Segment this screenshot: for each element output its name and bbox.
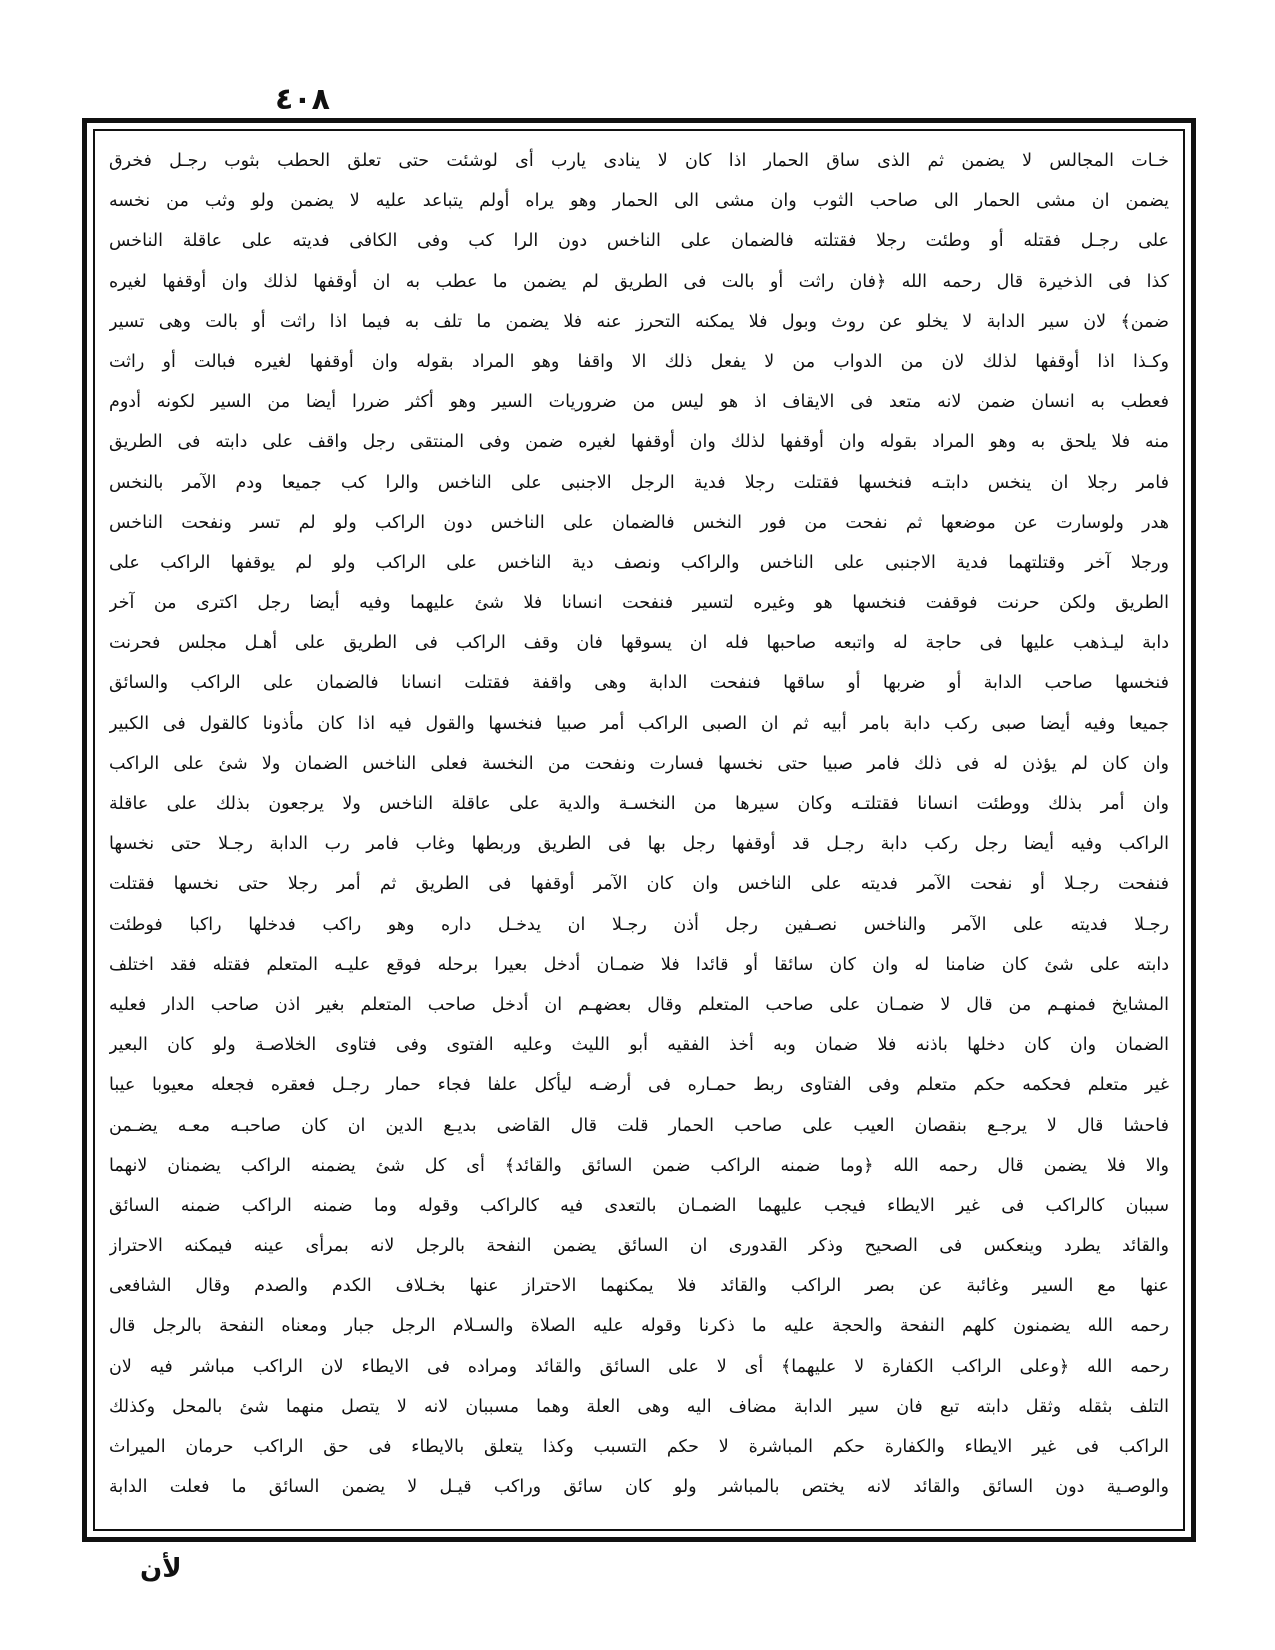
- text-line: غير متعلم فحكمه حكم متعلم وفى الفتاوى ربط حمـاره فى أرضـه ليأكل علفا فجاء حمار رجـل فعقره فجعله معيوبا عيبا: [109, 1075, 1169, 1096]
- text-line: يضمن ان مشى الحمار الى صاحب الثوب وان مشى الى الحمار وهو يراه أولم يتباعد عليه لا يضمن ولو وثب من نخسه: [109, 191, 1169, 212]
- text-line: فامر رجلا ان ينخس دابتـه فنخسها فقتلت رجلا فدية الرجل الاجنبى على الناخس والرا كب جميعا ودم الآمر بالنخس: [109, 472, 1169, 493]
- text-line: وكـذا اذا أوقفها لذلك لان من الدواب من لا يفعل ذلك الا واقفا وهو المراد بقوله وان أوقفها لغيره فبالت أو راثت: [109, 351, 1169, 372]
- text-line: فنخسها صاحب الدابة أو ضربها أو ساقها فنفحت الدابة وهى واقفة فقتلت انسانا فالضمان على الراكب والسائق: [109, 673, 1169, 694]
- text-line: فاحشا قال لا يرجـع بنقصان العيب على صاحب الحمار قلت قال القاضى بديـع الدين ان كان صاحبـه معـه يضـمن: [109, 1115, 1169, 1136]
- text-line: رحمه الله يضمنون كلهم النفحة والحجة عليه ما ذكرنا وقوله عليه الصلاة والسـلام الرجل جبار ومعناه النفحة بالرجل قال: [109, 1316, 1169, 1337]
- catchword: لأن: [140, 1554, 182, 1584]
- text-line: التلف بثقله وثقل دابته تبع فان سير الدابة مضاف اليه وهى العلة وهما مسببان لانه لا يتصل منهما شئ بالمحل وكذلك: [109, 1396, 1169, 1417]
- text-line: خـات المجالس لا يضمن ثم الذى ساق الحمار اذا كان لا ينادى يارب أى لوشئت حتى تعلق الحطب بثوب رجـل فخرق: [109, 151, 1169, 171]
- text-line: هدر ولوسارت عن موضعها ثم نفحت من فور النخس فالضمان على الناخس دون الراكب ولو لم تسر ونفحت الناخس: [109, 512, 1169, 533]
- text-line: والقائد يطرد وينعكس فى الصحيح وذكر القدورى ان السائق يضمن النفحة بالرجل لانه بمرأى عينه فيمكنه الاحتراز: [109, 1236, 1169, 1257]
- text-line: ضمن﴾ لان سير الدابة لا يخلو عن روث وبول فلا يمكنه التحرز عنه فلا يضمن ما تلف به فيما اذا راثت أو بالت وهى تسير: [109, 311, 1169, 332]
- text-line: وان كان لم يؤذن له فى ذلك فامر صبيا حتى نخسها فسارت ونفحت من النخسة فعلى الناخس الضمان ولا شئ على الراكب: [109, 753, 1169, 774]
- text-line: المشايخ فمنهـم من قال لا ضمـان على صاحب المتعلم وقال بعضهـم ان أدخل صاحب المتعلم بغير اذن صاحب الدار فعليه: [109, 994, 1169, 1015]
- text-line: فنفحت رجـلا أو نفحت الآمر فديته على الناخس وان كان الآمر أوقفها فى الطريق ثم أمر رجلا حتى نخسها فقتلت: [109, 874, 1169, 895]
- page-border-outer: [82, 118, 1196, 1542]
- text-line: ورجلا آخر وقتلتهما فدية الاجنبى على الناخس والراكب ونصف دية الناخس على الراكب ولو لم يوقفها الراكب على: [109, 552, 1169, 573]
- text-line: دابة ليـذهب عليها فى حاجة له واتبعه صاحبها فله ان يسوقها فان وقف الراكب فى الطريق على أهـل مجلس فحرنت: [109, 633, 1169, 654]
- text-line: سببان كالراكب فى غير الايطاء فيجب عليهما الضمـان بالتعدى فيه كالراكب وقوله وما ضمنه الراكب ضمنه السائق: [109, 1195, 1169, 1216]
- text-line: [109, 1507, 1169, 1519]
- page-number: ٤٠٨: [275, 82, 330, 117]
- text-line: الراكب فى غير الايطاء والكفارة حكم المباشرة لا حكم التسبب وكذا يتعلق بالايطاء فى حق الراكب حرمان الميراث: [109, 1437, 1169, 1457]
- text-line: الضمان وان كان دخلها باذنه فلا ضمان وبه أخذ الفقيه أبو الليث وعليه الفتوى وفى فتاوى الخلاصـة ولو كان البعير: [109, 1035, 1169, 1056]
- text-line: والوصـية دون السائق والقائد لانه يختص بالمباشر ولو كان سائق وراكب قيـل لا يضمن السائق ما فعلت الدابة: [109, 1477, 1169, 1498]
- text-line: رجـلا فديته على الآمر والناخس نصـفين رجل أذن رجـلا ان يدخـل داره وهو راكب فدخلها راكبا فوطئت: [109, 914, 1169, 935]
- text-line: جميعا وفيه أيضا صبى ركب دابة بامر أبيه ثم ان الصبى الراكب أمر صبيا فنخسها والقول فيه اذا كان مأذونا كالقول فى الكبير: [109, 713, 1169, 734]
- text-line: والا فلا يضمن قال رحمه الله ﴿وما ضمنه الراكب ضمن السائق والقائد﴾ أى كل شئ يضمنه الراكب يضمنان لانهما: [109, 1155, 1169, 1176]
- text-line: منه فلا يلحق به وهو المراد بقوله وان أوقفها لذلك وان أوقفها لغيره ضمن وفى المنتقى رجل واقف على دابته فى الطريق: [109, 432, 1169, 453]
- text-line: دابته على شئ كان ضامنا له وان كان سائقا أو قائدا فلا ضمـان أدخل بعيرا برحله فوقع عليـه المتعلم فقتله فقد اختلف: [109, 954, 1169, 975]
- text-body: [109, 141, 1169, 1519]
- text-line: الراكب وفيه أيضا رجل ركب دابة رجـل قد أوقفها رجل بها فى الطريق وربطها وغاب فامر رب الدابة رجـلا حتى نخسها: [109, 834, 1169, 855]
- text-line: الطريق ولكن حرنت فوقفت فنخسها هو وغيره لتسير فنفحت انسانا فلا شئ عليهما وفيه أيضا رجل اكترى من آخر: [109, 593, 1169, 614]
- text-line: رحمه الله ﴿وعلى الراكب الكفارة لا عليهما﴾ أى لا على السائق والقائد ومراده فى الايطاء لان الراكب مباشر فيه لان: [109, 1356, 1169, 1377]
- text-line: كذا فى الذخيرة قال رحمه الله ﴿فان راثت أو بالت فى الطريق لم يضمن ما عطب به ان أوقفها لذلك وان أوقفها لغيره: [109, 271, 1169, 292]
- text-line: على رجـل فقتله أو وطئت رجلا فقتلته فالضمان على الناخس دون الرا كب وفى الكافى فديته على عاقلة الناخس: [109, 231, 1169, 252]
- text-line: عنها مع السير وغائبة عن بصر الراكب والقائد فلا يمكنهما الاحتراز عنها بخـلاف الكدم والصدم وقال الشافعى: [109, 1276, 1169, 1297]
- text-line: وان أمر بذلك ووطئت انسانا فقتلتـه وكان سيرها من النخسـة والدية على عاقلة الناخس ولا يرجعون بذلك على عاقلة: [109, 794, 1169, 814]
- page-border-inner: [93, 129, 1185, 1531]
- text-line: فعطب به انسان ضمن لانه متعد فى الايقاف اذ هو ليس من ضروريات السير وهو أكثر ضررا أيضا من السير لكونه أدوم: [109, 392, 1169, 413]
